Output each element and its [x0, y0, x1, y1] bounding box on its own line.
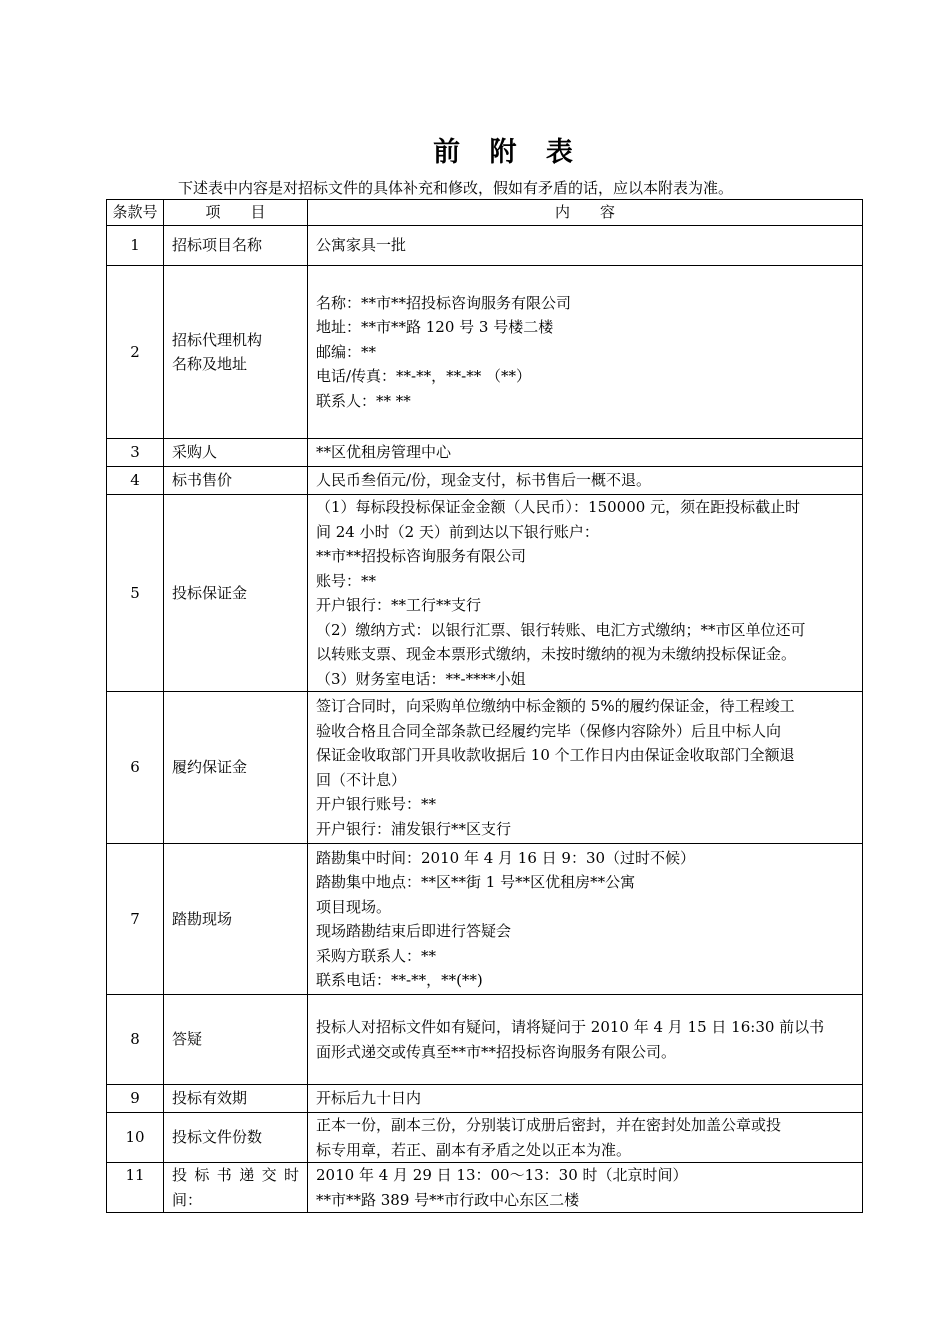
content-line: 电话/传真：**-**，**-** （**） [316, 367, 531, 386]
table-row [107, 692, 863, 844]
content-cell [308, 844, 863, 995]
item-cell [164, 1085, 308, 1113]
content-line: 面形式递交或传真至**市**招投标咨询服务有限公司。 [316, 1042, 677, 1061]
content-line: 正本一份，副本三份，分别装订成册后密封，并在密封处加盖公章或投 [316, 1116, 782, 1134]
item-label: 间： [172, 1190, 203, 1209]
table-row [107, 995, 863, 1085]
table-row [107, 467, 863, 495]
content-cell [308, 1113, 863, 1163]
clause-number: 3 [107, 439, 164, 467]
content-line: 标专用章，若正、副本有矛盾之处以正本为准。 [316, 1140, 632, 1159]
content-line: 开户银行账号：** [316, 795, 437, 813]
clause-number: 9 [107, 1085, 164, 1113]
item-label: 招标项目名称 [172, 236, 263, 255]
content-cell [308, 266, 863, 439]
item-cell [164, 844, 308, 995]
content-line: 人民币叁佰元/份，现金支付，标书售后一概不退。 [316, 471, 652, 490]
content-line: 开户银行：**工行**支行 [316, 596, 482, 614]
clause-number: 2 [107, 266, 164, 439]
content-cell [308, 226, 863, 266]
content-line: 联系人：** ** [316, 391, 411, 410]
content-line: 账号：** [316, 571, 377, 590]
header-item: 项 目 [164, 200, 308, 226]
clause-number: 11 [107, 1163, 164, 1213]
item-cell [164, 495, 308, 692]
page-title: 前 附 表 [433, 137, 583, 168]
content-line: 项目现场。 [316, 897, 392, 916]
clause-number: 10 [107, 1113, 164, 1163]
content-cell [308, 692, 863, 844]
item-label: 标书售价 [172, 471, 233, 490]
content-line: （3）财务室电话：**-****小姐 [316, 669, 526, 688]
clause-number: 1 [107, 226, 164, 266]
content-cell [308, 439, 863, 467]
table-header-row [107, 200, 863, 226]
content-line: （2）缴纳方式：以银行汇票、银行转账、电汇方式缴纳；**市区单位还可 [316, 620, 806, 639]
item-label: 投标文件份数 [172, 1128, 263, 1147]
item-cell [164, 467, 308, 495]
content-line: 签订合同时，向采购单位缴纳中标金额的 5%的履约保证金，待工程竣工 [316, 697, 795, 715]
content-cell [308, 495, 863, 692]
table-row [107, 844, 863, 995]
item-cell [164, 692, 308, 844]
item-cell [164, 266, 308, 439]
item-label: 答疑 [172, 1030, 203, 1049]
content-cell [308, 1085, 863, 1113]
header-content: 内 容 [308, 200, 863, 226]
item-label: 采购人 [172, 443, 218, 462]
table-row [107, 1163, 863, 1213]
table-row [107, 266, 863, 439]
item-label: 名称及地址 [172, 355, 248, 373]
content-line: 采购方联系人：** [316, 946, 437, 965]
content-line: 开标后九十日内 [316, 1089, 422, 1108]
content-line: **市**招投标咨询服务有限公司 [316, 547, 527, 565]
item-label: 踏勘现场 [172, 909, 233, 928]
item-cell [164, 439, 308, 467]
content-line: 回（不计息） [316, 770, 407, 789]
content-line: 邮编：** [316, 342, 377, 361]
content-line: （1）每标段投标保证金金额（人民币）：150000 元，须在距投标截止时 [316, 498, 801, 516]
content-line: 开户银行：浦发银行**区支行 [316, 819, 512, 838]
content-cell [308, 1163, 863, 1213]
item-cell [164, 1163, 308, 1213]
content-line: 踏勘集中地点：**区**街 1 号**区优租房**公寓 [316, 873, 636, 891]
content-line: 地址：**市**路 120 号 3 号楼二楼 [316, 318, 554, 337]
table-row [107, 226, 863, 266]
content-line: 联系电话：**-**，**(**) [316, 971, 483, 989]
item-label: 投标有效期 [172, 1089, 248, 1108]
content-line: 2010 年 4 月 29 日 13：00～13：30 时（北京时间） [316, 1166, 688, 1184]
content-cell [308, 467, 863, 495]
page-subtitle: 下述表中内容是对招标文件的具体补充和修改，假如有矛盾的话，应以本附表为准。 [178, 179, 734, 197]
content-line: 投标人对招标文件如有疑问，请将疑问于 2010 年 4 月 15 日 16:30 前以书 [316, 1018, 825, 1036]
item-cell [164, 995, 308, 1085]
content-line: 验收合格且合同全部条款已经履约完毕（保修内容除外）后且中标人向 [316, 721, 782, 740]
item-cell [164, 226, 308, 266]
table-row [107, 1085, 863, 1113]
content-line: 以转账支票、现金本票形式缴纳，未按时缴纳的视为未缴纳投标保证金。 [316, 645, 797, 663]
clause-number: 5 [107, 495, 164, 692]
content-line: 保证金收取部门开具收款收据后 10 个工作日内由保证金收取部门全额退 [316, 746, 795, 764]
content-line: **区优租房管理中心 [316, 443, 452, 462]
content-line: 现场踏勘结束后即进行答疑会 [316, 922, 512, 940]
clause-number: 8 [107, 995, 164, 1085]
content-line: **市**路 389 号**市行政中心东区二楼 [316, 1190, 580, 1209]
clause-number: 6 [107, 692, 164, 844]
header-clause-number: 条款号 [107, 200, 164, 226]
content-line: 踏勘集中时间：2010 年 4 月 16 日 9：30（过时不候） [316, 848, 696, 867]
item-label: 投 标 书 递 交 时 [172, 1166, 299, 1184]
appendix-table [106, 199, 863, 1213]
item-label: 履约保证金 [172, 758, 248, 777]
content-line: 间 24 小时（2 天）前到达以下银行账户： [316, 522, 599, 541]
clause-number: 7 [107, 844, 164, 995]
item-cell [164, 1113, 308, 1163]
clause-number: 4 [107, 467, 164, 495]
content-line: 名称：**市**招投标咨询服务有限公司 [316, 293, 572, 312]
content-line: 公寓家具一批 [316, 236, 407, 255]
content-cell [308, 995, 863, 1085]
item-label: 投标保证金 [172, 583, 248, 602]
table-row [107, 495, 863, 692]
table-row [107, 439, 863, 467]
table-row [107, 1113, 863, 1163]
item-label: 招标代理机构 [172, 330, 263, 349]
